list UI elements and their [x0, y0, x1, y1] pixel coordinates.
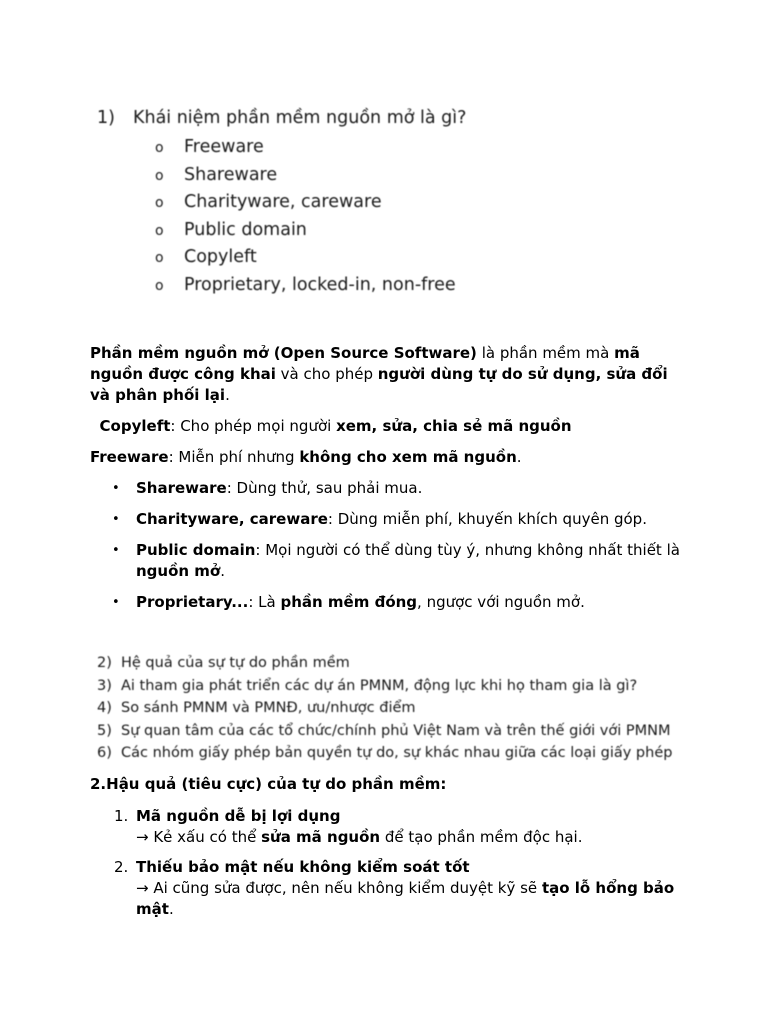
question-number: 4): [97, 700, 112, 716]
text-run: .: [168, 900, 174, 918]
text-run: , ngược với nguồn mở.: [417, 593, 585, 611]
text-run: để tạo phần mềm độc hại.: [380, 828, 583, 846]
consequences-list: [90, 806, 690, 929]
item-title: Mã nguồn dễ bị lợi dụng: [136, 807, 341, 825]
bold-run: tạo lỗ hổng bảo mật: [136, 879, 675, 918]
list-item: [97, 134, 466, 162]
item-number: 1.: [114, 807, 129, 825]
freeware-paragraph: [90, 447, 690, 468]
question-text: Các nhóm giấy phép bản quyền tự do, sự khác nhau giữa các loại giấy phép: [121, 745, 673, 761]
type-term: Public domain: [136, 541, 256, 559]
question-number: 3): [97, 677, 112, 694]
option-label: Public domain: [184, 219, 307, 240]
list-item: [97, 189, 466, 217]
question-text: Ai tham gia phát triển các dự án PMNM, động lực khi họ tham gia là gì?: [121, 677, 638, 694]
list-item: [90, 592, 690, 613]
list-item: [97, 720, 672, 743]
copyleft-paragraph: [90, 416, 690, 437]
question-text: Khái niệm phần mềm nguồn mở là gì?: [133, 108, 467, 128]
questions-image: [97, 652, 672, 765]
list-item: [97, 217, 466, 245]
freeware-term: Freeware: [90, 448, 169, 466]
question-number: 1): [97, 108, 115, 128]
question-1-title: [97, 108, 466, 128]
bold-run: mã nguồn được công khai: [90, 344, 640, 383]
text-run: → Kẻ xấu có thể: [136, 828, 262, 846]
circle-bullet-icon: o: [155, 277, 164, 294]
circle-bullet-icon: o: [155, 222, 164, 239]
bold-run: người dùng tự do sử dụng, sửa đổi và phân phối lại: [90, 365, 668, 404]
section-2-heading: 2.Hậu quả (tiêu cực) của tự do phần mềm:: [90, 775, 447, 793]
text-run: .: [220, 562, 226, 580]
circle-bullet-icon: o: [155, 195, 164, 211]
list-item: [90, 478, 690, 499]
bold-run: không cho xem mã nguồn: [299, 448, 517, 466]
list-item: [90, 806, 690, 848]
type-term: Charityware, careware: [136, 510, 328, 528]
question-text: Hệ quả của sự tự do phần mềm: [121, 655, 350, 671]
text-run: và cho phép: [275, 365, 378, 383]
bold-run: nguồn mở: [136, 562, 221, 580]
list-item: [97, 697, 672, 720]
type-term: Shareware: [136, 479, 227, 497]
text-run: .: [225, 386, 230, 404]
circle-bullet-icon: o: [155, 140, 164, 156]
text-run: : Dùng miễn phí, khuyến khích quyên góp.: [327, 510, 647, 528]
text-run: → Ai cũng sửa được, nên nếu không kiểm duyệt kỹ sẽ: [136, 879, 542, 897]
list-item: [97, 244, 466, 272]
bold-run: xem, sửa, chia sẻ mã nguồn: [336, 417, 572, 435]
question-text: Sự quan tâm của các tổ chức/chính phủ Việt Nam và trên thế giới với PMNM: [121, 722, 671, 739]
type-term: Proprietary...: [136, 593, 249, 611]
definition-paragraph: [90, 343, 690, 406]
list-item: [97, 742, 672, 765]
text-run: : Là: [248, 593, 281, 611]
option-label: Freeware: [184, 137, 264, 157]
item-title: Thiếu bảo mật nếu không kiểm soát tốt: [136, 858, 470, 876]
option-label: Charityware, careware: [184, 192, 382, 212]
question-number: 6): [97, 745, 112, 761]
option-label: Proprietary, locked-in, non-free: [184, 274, 456, 295]
list-item: [97, 272, 466, 300]
option-label: Copyleft: [184, 247, 257, 267]
list-item: [90, 857, 690, 920]
question-number: 2): [97, 655, 112, 671]
bold-run: sửa mã nguồn: [261, 828, 381, 846]
question-text: So sánh PMNM và PMNĐ, ưu/nhược điểm: [121, 700, 416, 716]
list-item: [90, 540, 690, 582]
list-item: [97, 652, 672, 675]
text-run: .: [516, 448, 522, 466]
list-item: [97, 675, 672, 698]
item-number: 2.: [114, 858, 129, 876]
software-types-list: [90, 478, 690, 623]
text-run: : Miễn phí nhưng: [168, 448, 300, 466]
question-number: 5): [97, 722, 112, 739]
text-run: : Dùng thử, sau phải mua.: [226, 479, 423, 497]
definition-term: Phần mềm nguồn mở (Open Source Software): [90, 344, 477, 362]
text-run: : Cho phép mọi người: [170, 417, 337, 435]
list-item: [97, 162, 466, 190]
option-label: Shareware: [184, 164, 278, 185]
question-1-options: [97, 134, 466, 299]
text-run: là phần mềm mà: [476, 344, 615, 362]
question-1-image: [97, 108, 466, 299]
copyleft-term: Copyleft: [99, 417, 171, 435]
bold-run: phần mềm đóng: [280, 593, 418, 611]
list-item: [90, 509, 690, 530]
circle-bullet-icon: o: [155, 250, 164, 266]
circle-bullet-icon: o: [155, 167, 164, 184]
text-run: : Mọi người có thể dùng tùy ý, nhưng không nhất thiết là: [255, 541, 680, 559]
